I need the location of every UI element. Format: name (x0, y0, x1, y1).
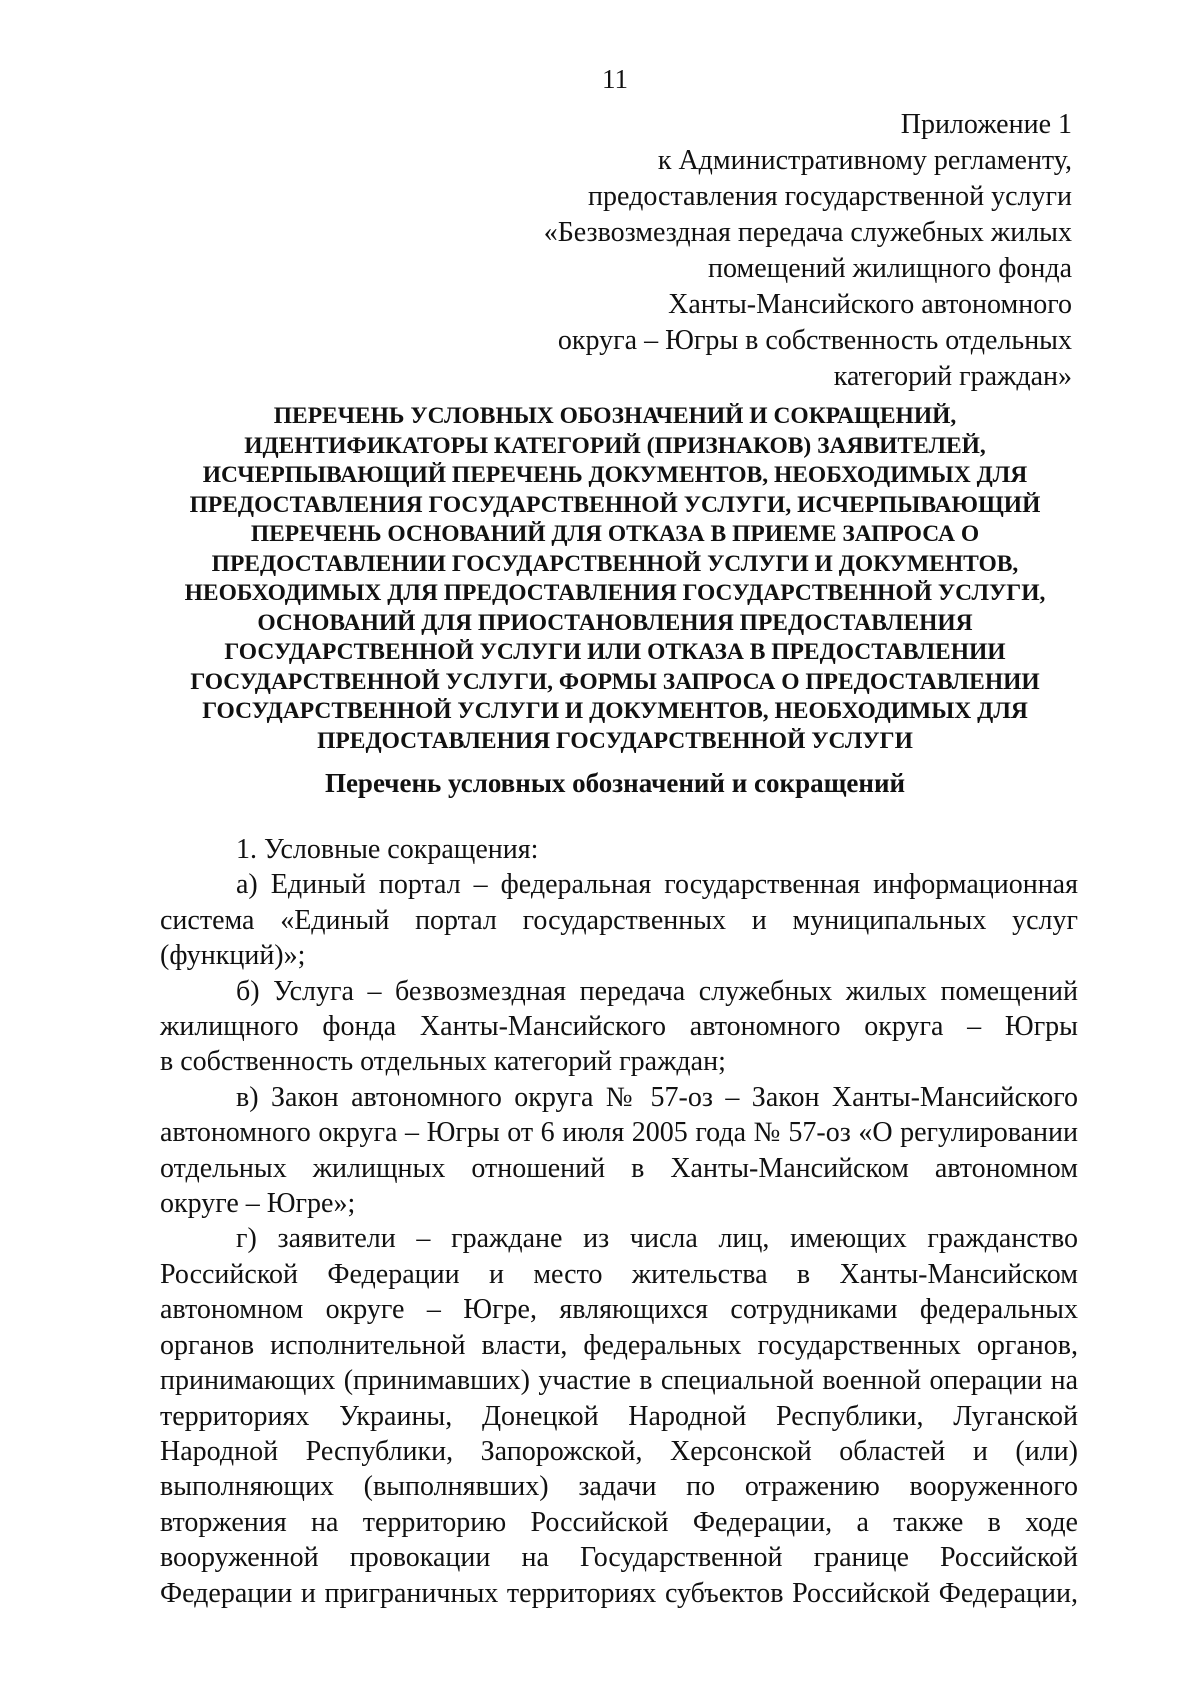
body-line: б) Услуга – безвозмездная передача служебных жилых помещений (236, 975, 1078, 1007)
body-line: г) заявители – граждане из числа лиц, имеющих гражданство (236, 1223, 1078, 1255)
appendix-line: к Административному регламенту, (657, 145, 1072, 176)
appendix-line: Приложение 1 (900, 109, 1072, 140)
title-line: ПЕРЕЧЕНЬ ОСНОВАНИЙ ДЛЯ ОТКАЗА В ПРИЕМЕ ЗАПРОСА О (250, 521, 980, 547)
body-line: выполняющих (выполнявших) задачи по отражению вооруженного (160, 1471, 1078, 1503)
title-line: ПРЕДОСТАВЛЕНИЯ ГОСУДАРСТВЕННОЙ УСЛУГИ (317, 727, 913, 754)
body-line: отдельных жилищных отношений в Ханты-Мансийском автономном (160, 1152, 1078, 1184)
body-line: органов исполнительной власти, федеральных государственных органов, (160, 1329, 1078, 1361)
body-line: в) Закон автономного округа № 57-оз – Закон Ханты-Мансийского (236, 1081, 1078, 1113)
appendix-line: Ханты-Мансийского автономного (668, 289, 1072, 320)
title-line: ГОСУДАРСТВЕННОЙ УСЛУГИ, ФОРМЫ ЗАПРОСА О ПРЕДОСТАВЛЕНИИ (190, 668, 1040, 695)
body-line: вооруженной провокации на Государственной границе Российской (160, 1542, 1078, 1574)
title-line: ГОСУДАРСТВЕННОЙ УСЛУГИ ИЛИ ОТКАЗА В ПРЕДОСТАВЛЕНИИ (224, 639, 1006, 665)
title-line: ГОСУДАРСТВЕННОЙ УСЛУГИ И ДОКУМЕНТОВ, НЕОБХОДИМЫХ ДЛЯ (202, 698, 1028, 724)
body-line: а) Единый портал – федеральная государственная информационная (236, 869, 1078, 901)
document-title (160, 402, 1070, 756)
body-line: автономного округа – Югры от 6 июля 2005 года № 57-оз «О регулировании (160, 1117, 1078, 1149)
section-heading: Перечень условных обозначений и сокращений (324, 768, 906, 798)
appendix-line: категорий граждан» (833, 361, 1072, 392)
body-line: автономном округе – Югре, являющихся сотрудниками федеральных (160, 1294, 1078, 1326)
document-body (160, 832, 1078, 1611)
appendix-header (432, 107, 1072, 395)
body-line: Российской Федерации и место жительства в Ханты-Мансийском (160, 1258, 1078, 1290)
body-line: округе – Югре»; (160, 1188, 356, 1220)
title-line: ПЕРЕЧЕНЬ УСЛОВНЫХ ОБОЗНАЧЕНИЙ И СОКРАЩЕНИЙ, (273, 403, 957, 429)
appendix-line: «Безвозмездная передача служебных жилых (543, 217, 1072, 248)
title-line: ПРЕДОСТАВЛЕНИЯ ГОСУДАРСТВЕННОЙ УСЛУГИ, ИСЧЕРПЫВАЮЩИЙ (189, 491, 1041, 518)
body-line: Народной Республики, Запорожской, Херсонской областей и (или) (160, 1435, 1078, 1467)
appendix-line: округа – Югры в собственность отдельных (557, 325, 1072, 356)
title-line: ИСЧЕРПЫВАЮЩИЙ ПЕРЕЧЕНЬ ДОКУМЕНТОВ, НЕОБХОДИМЫХ ДЛЯ (202, 462, 1028, 488)
title-line: НЕОБХОДИМЫХ ДЛЯ ПРЕДОСТАВЛЕНИЯ ГОСУДАРСТВЕННОЙ УСЛУГИ, (184, 580, 1046, 606)
body-line: система «Единый портал государственных и муниципальных услуг (160, 904, 1078, 936)
body-line: принимающих (принимавших) участие в специальной военной операции на (160, 1365, 1078, 1397)
title-line: ИДЕНТИФИКАТОРЫ КАТЕГОРИЙ (ПРИЗНАКОВ) ЗАЯВИТЕЛЕЙ, (244, 432, 986, 459)
body-line: Федерации и приграничных территориях субъектов Российской Федерации, (160, 1577, 1078, 1609)
body-line: территориях Украины, Донецкой Народной Республики, Луганской (160, 1400, 1078, 1432)
body-line: 1. Условные сокращения: (236, 834, 539, 865)
appendix-line: предоставления государственной услуги (588, 181, 1072, 212)
body-line: жилищного фонда Ханты-Мансийского автономного округа – Югры (160, 1011, 1078, 1043)
page-number: 11 (602, 64, 628, 94)
body-line: (функций)»; (160, 940, 306, 972)
body-line: в собственность отдельных категорий граждан; (160, 1046, 726, 1078)
body-line: вторжения на территорию Российской Федерации, а также в ходе (160, 1506, 1078, 1538)
title-line: ОСНОВАНИЙ ДЛЯ ПРИОСТАНОВЛЕНИЯ ПРЕДОСТАВЛЕНИЯ (257, 609, 973, 636)
title-line: ПРЕДОСТАВЛЕНИИ ГОСУДАРСТВЕННОЙ УСЛУГИ И ДОКУМЕНТОВ, (211, 550, 1019, 577)
appendix-line: помещений жилищного фонда (708, 253, 1072, 284)
